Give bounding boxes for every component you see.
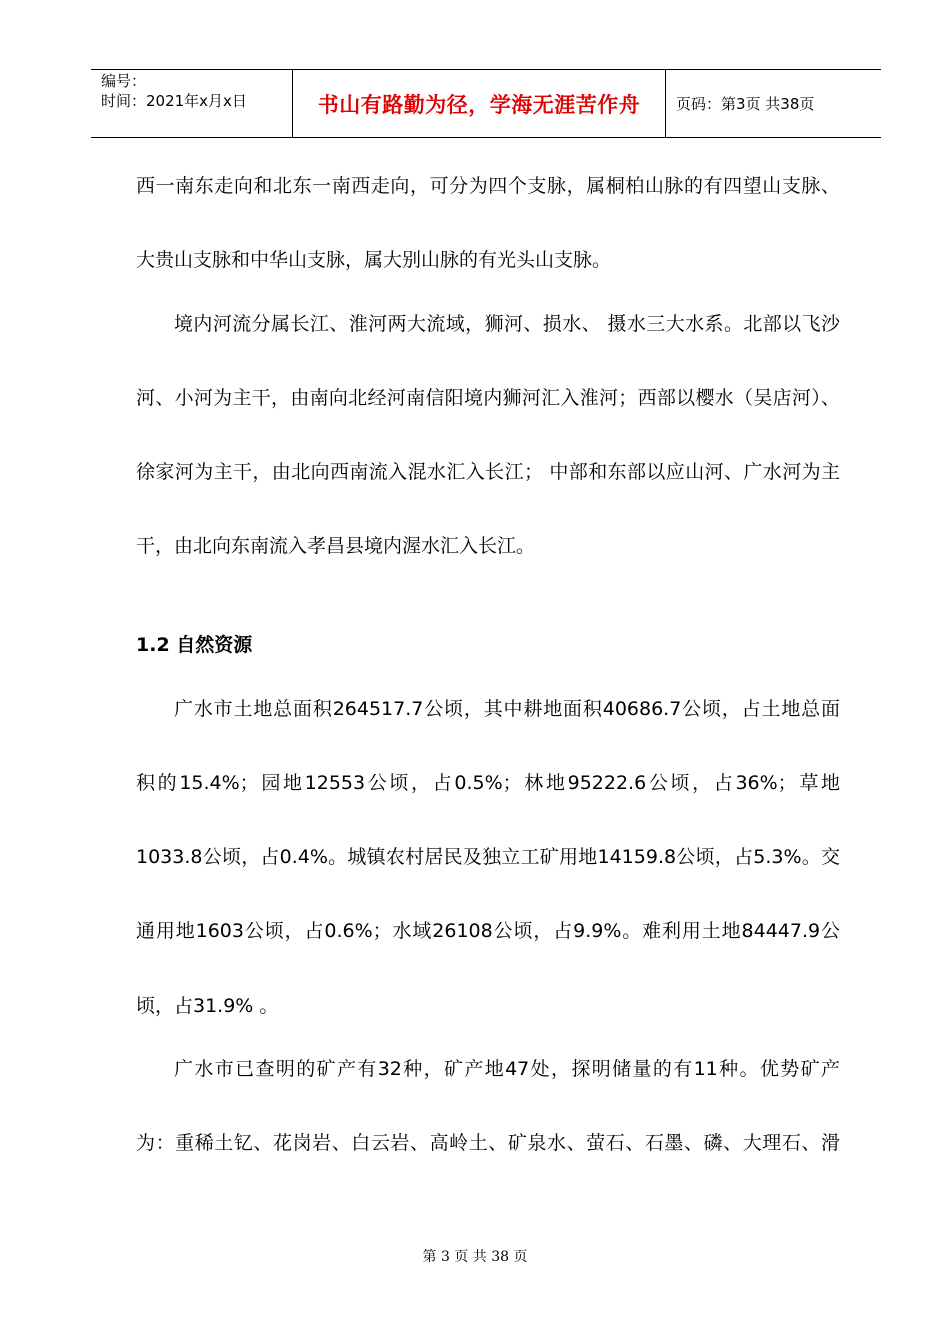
paragraph-line: 干，由北向东南流入孝昌县境内渥水汇入长江。: [136, 535, 536, 557]
page-footer: 第 3 页 共 38 页: [422, 1249, 528, 1265]
paragraph-line: 徐家河为主干，由北向西南流入混水汇入长江； 中部和东部以应山河、广水河为主: [136, 461, 840, 483]
paragraph-line: 顷，占31.9% 。: [136, 995, 279, 1017]
paragraph-line: 通用地1603公顷，占0.6%；水域26108公顷，占9.9%。难利用土地84447.9公: [136, 920, 840, 942]
page-code: 页码：第3页 共38页: [676, 95, 815, 113]
header-motto-cell: [293, 70, 666, 137]
paragraph-line: 境内河流分属长江、淮河两大流域，狮河、损水、 摄水三大水系。北部以飞沙: [174, 313, 840, 335]
paragraph-line: 大贵山支脉和中华山支脉，属大别山脉的有光头山支脉。: [136, 249, 612, 271]
header-page-cell: [666, 70, 881, 137]
number-label: 编号：: [101, 72, 147, 90]
paragraph-line: 河、小河为主干，由南向北经河南信阳境内狮河汇入淮河；西部以樱水（吴店河）、: [136, 387, 840, 409]
paragraph-line: 西一南东走向和北东一南西走向，可分为四个支脉，属桐柏山脉的有四望山支脉、: [136, 175, 840, 197]
paragraph-line: 广水市已查明的矿产有32种，矿产地47处，探明储量的有11种。优势矿产: [174, 1058, 840, 1080]
paragraph-line: 积的15.4%；园地12553公顷，占0.5%；林地95222.6公顷，占36%；草地: [136, 772, 840, 794]
paragraph-line: 1033.8公顷，占0.4%。城镇农村居民及独立工矿用地14159.8公顷，占5.3%。交: [136, 846, 840, 868]
section-heading: 1.2 自然资源: [136, 634, 253, 656]
motto-text: 书山有路勤为径，学海无涯苦作舟: [317, 91, 641, 117]
paragraph-line: 广水市土地总面积264517.7公顷，其中耕地面积40686.7公顷，占土地总面: [174, 698, 840, 720]
page-header: [91, 69, 881, 138]
time-label: 时间：2021年x月x日: [101, 92, 247, 110]
header-meta-cell: [91, 70, 293, 137]
paragraph-line: 为：重稀土钇、花岗岩、白云岩、高岭土、矿泉水、萤石、石墨、磷、大理石、滑: [136, 1132, 840, 1154]
